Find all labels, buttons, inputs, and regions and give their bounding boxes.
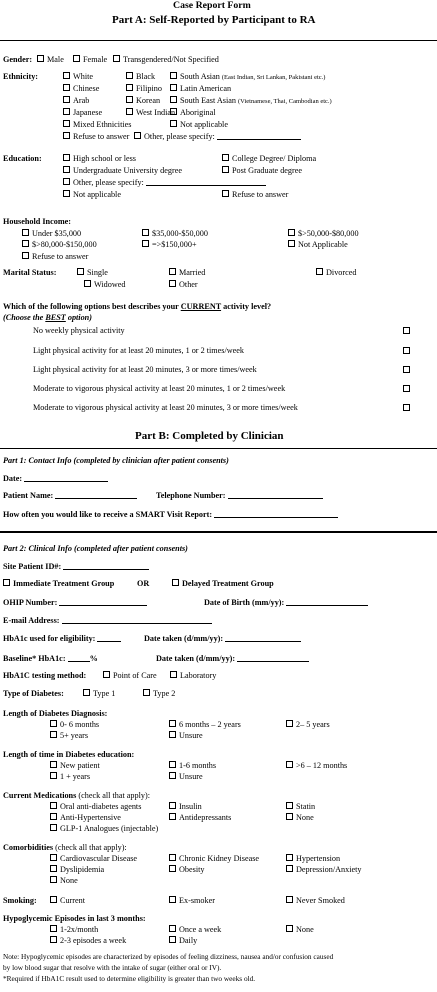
checkbox-icon: [63, 190, 70, 197]
checkbox-icon: [84, 280, 91, 287]
or-label: OR: [137, 579, 150, 588]
site-id-input[interactable]: [63, 562, 149, 570]
checkbox-icon: [170, 108, 177, 115]
duration-0-6-months[interactable]: 0- 6 months: [50, 720, 99, 729]
edu-time-1-6-months[interactable]: 1-6 months: [169, 761, 216, 770]
divider: [0, 448, 437, 449]
checkbox-icon: [169, 813, 176, 820]
duration-2-5y[interactable]: 2– 5 years: [286, 720, 330, 729]
checkbox-icon: [169, 896, 176, 903]
baseline-date-taken-input[interactable]: [237, 654, 309, 662]
ethnicity-other[interactable]: Other, please specify:: [134, 132, 301, 141]
education-other-field[interactable]: [146, 178, 266, 186]
checkbox-icon: [169, 802, 176, 809]
date-field[interactable]: Date:: [3, 474, 108, 483]
checkbox-icon: [113, 55, 120, 62]
checkbox-icon: [50, 772, 57, 779]
med-none[interactable]: None: [286, 813, 314, 822]
checkbox-icon: [170, 72, 177, 79]
marital-widowed[interactable]: Widowed: [84, 280, 126, 289]
checkbox-icon: [73, 55, 80, 62]
checkbox-icon: [286, 813, 293, 820]
ethnicity-refuse[interactable]: Refuse to answer: [63, 132, 129, 141]
activity-checkbox-1[interactable]: [403, 327, 413, 336]
immediate-group[interactable]: Immediate Treatment Group: [3, 579, 114, 588]
checkbox-icon: [403, 366, 410, 373]
activity-question: Which of the following options best describes your CURRENT activity level?: [3, 302, 272, 311]
checkbox-icon: [169, 268, 176, 275]
checkbox-icon: [142, 229, 149, 236]
checkbox-icon: [63, 84, 70, 91]
hypo-daily[interactable]: Daily: [169, 936, 197, 945]
checkbox-icon: [286, 720, 293, 727]
med-insulin[interactable]: Insulin: [169, 802, 202, 811]
marital-label: Marital Status:: [3, 268, 57, 277]
telephone-field[interactable]: Telephone Number:: [156, 491, 323, 500]
smart-report-input[interactable]: [214, 510, 338, 518]
comorb-none[interactable]: None: [50, 876, 78, 885]
patient-name-input[interactable]: [55, 491, 137, 499]
comorb-hypertension[interactable]: Hypertension: [286, 854, 340, 863]
marital-divorced[interactable]: Divorced: [316, 268, 356, 277]
part2-heading: Part 2: Clinical Info (completed after patient consents): [3, 544, 188, 553]
checkbox-icon: [63, 72, 70, 79]
form-title: Case Report Form: [173, 0, 251, 11]
part-a-heading: Part A: Self-Reported by Participant to RA: [112, 14, 316, 26]
med-oral-agents[interactable]: Oral anti-diabetes agents: [50, 802, 141, 811]
telephone-input[interactable]: [228, 491, 323, 499]
checkbox-icon: [77, 268, 84, 275]
med-glp1[interactable]: GLP-1 Analogues (injectable): [50, 824, 158, 833]
med-antidepressants[interactable]: Antidepressants: [169, 813, 231, 822]
edu-time-label: Length of time in Diabetes education:: [3, 750, 135, 759]
dob-input[interactable]: [286, 598, 368, 606]
income-under-35k[interactable]: Under $35,000: [22, 229, 81, 238]
ethnicity-mixed[interactable]: Mixed Ethnicities: [63, 120, 131, 129]
diabetes-type-2[interactable]: Type 2: [143, 689, 175, 698]
checkbox-icon: [403, 347, 410, 354]
income-refuse[interactable]: Refuse to answer: [22, 252, 88, 261]
checkbox-icon: [222, 190, 229, 197]
edu-time-1-plus-years[interactable]: 1 + years: [50, 772, 90, 781]
checkbox-icon: [22, 252, 29, 259]
ethnicity-japanese[interactable]: Japanese: [63, 108, 102, 117]
checkbox-icon: [288, 240, 295, 247]
checkbox-icon: [169, 720, 176, 727]
part-b-heading: Part B: Completed by Clinician: [135, 430, 284, 442]
education-post-graduate[interactable]: Post Graduate degree: [222, 166, 302, 175]
ethnicity-black[interactable]: Black: [126, 72, 155, 81]
activity-checkbox-3[interactable]: [403, 366, 413, 375]
marital-other[interactable]: Other: [169, 280, 198, 289]
checkbox-icon: [169, 865, 176, 872]
comorb-kidney[interactable]: Chronic Kidney Disease: [169, 854, 259, 863]
site-id-field[interactable]: Site Patient ID#:: [3, 562, 149, 571]
ethnicity-latin-american[interactable]: Latin American: [170, 84, 231, 93]
income-150k-plus[interactable]: =>$150,000+: [142, 240, 197, 249]
checkbox-icon: [50, 761, 57, 768]
part1-heading: Part 1: Contact Info (completed by clinician after patient consents): [3, 456, 229, 465]
ethnicity-west-indian[interactable]: West Indian: [126, 108, 175, 117]
activity-option-5: Moderate to vigorous physical activity at least 20 minutes, 3 or more times/week: [33, 403, 298, 412]
checkbox-icon: [286, 925, 293, 932]
checkbox-icon: [63, 166, 70, 173]
activity-option-2: Light physical activity for at least 20 minutes, 1 or 2 times/week: [33, 346, 245, 355]
education-other[interactable]: Other, please specify:: [63, 178, 266, 187]
checkbox-icon: [50, 925, 57, 932]
ethnicity-south-east-asian[interactable]: South East Asian (Vietnamese, Thai, Cambodian etc.): [170, 96, 332, 105]
comorb-depression[interactable]: Depression/Anxiety: [286, 865, 362, 874]
gender-label: Gender:: [3, 55, 33, 64]
checkbox-icon: [286, 854, 293, 861]
checkbox-icon: [63, 108, 70, 115]
duration-5-plus[interactable]: 5+ years: [50, 731, 88, 740]
checkbox-icon: [169, 925, 176, 932]
ethnicity-not-applicable[interactable]: Not applicable: [170, 120, 228, 129]
testing-point-of-care[interactable]: Point of Care: [103, 671, 157, 680]
ethnicity-korean[interactable]: Korean: [126, 96, 160, 105]
checkbox-icon: [169, 854, 176, 861]
checkbox-icon: [126, 108, 133, 115]
note-line-2: by low blood sugar that resolve with the intake of sugar (either oral or IV).: [3, 963, 222, 972]
duration-unsure[interactable]: Unsure: [169, 731, 203, 740]
email-field[interactable]: E-mail Address:: [3, 616, 212, 625]
edu-time-unsure[interactable]: Unsure: [169, 772, 203, 781]
duration-6m-2y[interactable]: 6 months – 2 years: [169, 720, 241, 729]
checkbox-icon: [63, 120, 70, 127]
ethnicity-white[interactable]: White: [63, 72, 93, 81]
hba1c-eligibility-field[interactable]: HbA1c used for eligibility:: [3, 634, 121, 643]
checkbox-icon: [103, 671, 110, 678]
ethnicity-aboriginal[interactable]: Aboriginal: [170, 108, 215, 117]
checkbox-icon: [403, 327, 410, 334]
baseline-hba1c-field[interactable]: Baseline* HbA1c: %: [3, 654, 98, 663]
checkbox-icon: [286, 896, 293, 903]
ohip-input[interactable]: [59, 598, 147, 606]
smoking-ex-smoker[interactable]: Ex-smoker: [169, 896, 215, 905]
checkbox-icon: [126, 72, 133, 79]
ethnicity-south-asian[interactable]: South Asian (East Indian, Sri Lankan, Pakistani etc.): [170, 72, 325, 81]
education-refuse[interactable]: Refuse to answer: [222, 190, 288, 199]
comorbidities-label: Comorbidities (check all that apply):: [3, 843, 127, 852]
email-input[interactable]: [62, 616, 212, 624]
baseline-date-taken-field[interactable]: Date taken (d/mm/yy):: [156, 654, 309, 663]
activity-option-3: Light physical activity for at least 20 minutes, 3 or more times/week: [33, 365, 257, 374]
med-anti-hypertensive[interactable]: Anti-Hypertensive: [50, 813, 121, 822]
checkbox-icon: [169, 772, 176, 779]
gender-female[interactable]: Female: [73, 55, 107, 64]
ethnicity-filipino[interactable]: Filipino: [126, 84, 162, 93]
diabetes-type-1[interactable]: Type 1: [83, 689, 115, 698]
checkbox-icon: [222, 166, 229, 173]
checkbox-icon: [50, 824, 57, 831]
checkbox-icon: [50, 731, 57, 738]
edu-time-6-12-months[interactable]: >6 – 12 months: [286, 761, 347, 770]
smoking-never[interactable]: Never Smoked: [286, 896, 345, 905]
divider: [0, 40, 437, 41]
checkbox-icon: [169, 280, 176, 287]
ohip-field[interactable]: OHIP Number:: [3, 598, 147, 607]
med-statin[interactable]: Statin: [286, 802, 315, 811]
checkbox-icon: [126, 84, 133, 91]
checkbox-icon: [143, 689, 150, 696]
gender-transgendered[interactable]: Transgendered/Not Specified: [113, 55, 219, 64]
divider: [0, 531, 437, 533]
medications-label: Current Medications (check all that apply):: [3, 791, 150, 800]
checkbox-icon: [170, 671, 177, 678]
activity-checkbox-5[interactable]: [403, 404, 413, 413]
checkbox-icon: [22, 229, 29, 236]
hypo-none[interactable]: None: [286, 925, 314, 934]
income-not-applicable[interactable]: Not Applicable: [288, 240, 348, 249]
checkbox-icon: [50, 813, 57, 820]
checkbox-icon: [50, 854, 57, 861]
income-label: Household Income:: [3, 217, 72, 226]
income-50k-80k[interactable]: $>50,000-$80,000: [288, 229, 359, 238]
checkbox-icon: [142, 240, 149, 247]
checkbox-icon: [169, 731, 176, 738]
hypo-once-week[interactable]: Once a week: [169, 925, 221, 934]
checkbox-icon: [286, 761, 293, 768]
checkbox-icon: [50, 720, 57, 727]
checkbox-icon: [403, 385, 410, 392]
education-label: Education:: [3, 154, 42, 163]
marital-married[interactable]: Married: [169, 268, 205, 277]
baseline-hba1c-input[interactable]: [68, 654, 90, 662]
checkbox-icon: [63, 178, 70, 185]
smart-report-field[interactable]: How often you would like to receive a SMART Visit Report:: [3, 510, 338, 519]
dob-field[interactable]: Date of Birth (mm/yy):: [204, 598, 368, 607]
hba1c-eligibility-input[interactable]: [97, 634, 121, 642]
activity-checkbox-2[interactable]: [403, 347, 413, 356]
ethnicity-arab[interactable]: Arab: [63, 96, 89, 105]
checkbox-icon: [37, 55, 44, 62]
checkbox-icon: [63, 154, 70, 161]
education-high-school[interactable]: High school or less: [63, 154, 136, 163]
checkbox-icon: [22, 240, 29, 247]
income-80k-150k[interactable]: $>80,000-$150,000: [22, 240, 97, 249]
ethnicity-label: Ethnicity:: [3, 72, 39, 81]
date-taken-input[interactable]: [225, 634, 301, 642]
hypo-1-2x-month[interactable]: 1-2x/month: [50, 925, 98, 934]
hypo-label: Hypoglycemic Episodes in last 3 months:: [3, 914, 146, 923]
checkbox-icon: [222, 154, 229, 161]
checkbox-icon: [169, 761, 176, 768]
comorb-dyslipidemia[interactable]: Dyslipidemia: [50, 865, 104, 874]
diabetes-type-label: Type of Diabetes:: [3, 689, 64, 698]
checkbox-icon: [172, 579, 179, 586]
activity-instruction: (Choose the BEST option): [3, 313, 92, 322]
testing-method-label: HbA1C testing method:: [3, 671, 87, 680]
smoking-current[interactable]: Current: [50, 896, 85, 905]
checkbox-icon: [170, 120, 177, 127]
checkbox-icon: [169, 936, 176, 943]
checkbox-icon: [134, 132, 141, 139]
edu-time-new-patient[interactable]: New patient: [50, 761, 100, 770]
checkbox-icon: [50, 876, 57, 883]
checkbox-icon: [50, 865, 57, 872]
checkbox-icon: [3, 579, 10, 586]
checkbox-icon: [63, 96, 70, 103]
duration-label: Length of Diabetes Diagnosis:: [3, 709, 108, 718]
checkbox-icon: [50, 896, 57, 903]
ethnicity-other-field[interactable]: [217, 132, 301, 140]
smoking-label: Smoking:: [3, 896, 37, 905]
checkbox-icon: [288, 229, 295, 236]
checkbox-icon: [83, 689, 90, 696]
date-input[interactable]: [24, 474, 108, 482]
comorb-obesity[interactable]: Obesity: [169, 865, 204, 874]
testing-laboratory[interactable]: Laboratory: [170, 671, 216, 680]
gender-male[interactable]: Male: [37, 55, 64, 64]
comorb-cardiovascular[interactable]: Cardiovascular Disease: [50, 854, 137, 863]
checkbox-icon: [170, 84, 177, 91]
checkbox-icon: [286, 865, 293, 872]
patient-name-field[interactable]: Patient Name:: [3, 491, 137, 500]
checkbox-icon: [286, 802, 293, 809]
note-line-1: Note: Hypoglycemic episodes are characterized by episodes of feeling dizziness, nausea and/or confusion caused: [3, 952, 334, 961]
activity-checkbox-4[interactable]: [403, 385, 413, 394]
checkbox-icon: [170, 96, 177, 103]
activity-option-4: Moderate to vigorous physical activity at least 20 minutes, 1 or 2 times/week: [33, 384, 286, 393]
checkbox-icon: [403, 404, 410, 411]
checkbox-icon: [316, 268, 323, 275]
date-taken-field[interactable]: Date taken (d/mm/yy):: [144, 634, 301, 643]
checkbox-icon: [126, 96, 133, 103]
checkbox-icon: [50, 802, 57, 809]
checkbox-icon: [50, 936, 57, 943]
income-35k-50k[interactable]: $35,000-$50,000: [142, 229, 208, 238]
ethnicity-chinese[interactable]: Chinese: [63, 84, 99, 93]
activity-option-1: No weekly physical activity: [33, 326, 125, 335]
education-not-applicable[interactable]: Not applicable: [63, 190, 121, 199]
marital-single[interactable]: Single: [77, 268, 108, 277]
hypo-2-3-week[interactable]: 2-3 episodes a week: [50, 936, 126, 945]
education-college[interactable]: College Degree/ Diploma: [222, 154, 316, 163]
delayed-group[interactable]: Delayed Treatment Group: [172, 579, 274, 588]
checkbox-icon: [63, 132, 70, 139]
note-line-3: *Required if HbA1C result used to determine eligibility is greater than two weeks old.: [3, 974, 256, 983]
education-undergraduate[interactable]: Undergraduate University degree: [63, 166, 182, 175]
